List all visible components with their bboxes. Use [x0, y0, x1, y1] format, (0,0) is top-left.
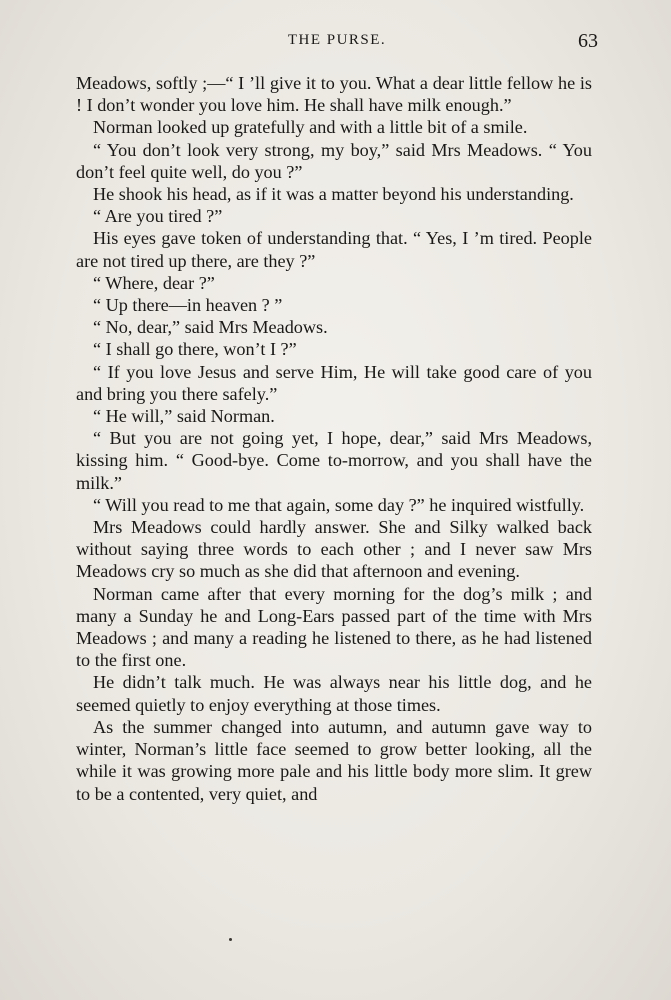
paragraph: “ He will,” said Norman.: [93, 406, 275, 427]
paragraph: His eyes gave token of understanding that. “ Yes, I ’m tired. People are not tired up there, are they ?”: [76, 228, 592, 271]
paragraph: Norman came after that every morning for the dog’s milk ; and many a Sunday he and Long-Ears passed part of the time with Mrs Meadows ; and many a reading he listened to there, as he had listened to the first one.: [76, 583, 592, 671]
paragraph: “ Where, dear ?”: [93, 272, 215, 293]
ink-speck: [229, 938, 232, 941]
page-number: 63: [578, 30, 598, 52]
paragraph: “ I shall go there, won’t I ?”: [93, 339, 297, 360]
paragraph: He shook his head, as if it was a matter beyond his understanding.: [93, 184, 574, 205]
paragraph: “ Are you tired ?”: [93, 206, 223, 227]
paragraph: Mrs Meadows could hardly answer. She and Silky walked back without saying three words to each other ; and I never saw Mrs Meadows cry so much as she did that afternoon and evening.: [76, 517, 592, 582]
paragraph: “ If you love Jesus and serve Him, He will take good care of you and bring you there safely.”: [76, 361, 592, 404]
paragraph: Norman looked up gratefully and with a little bit of a smile.: [93, 117, 528, 138]
paragraph: He didn’t talk much. He was always near his little dog, and he seemed quietly to enjoy everything at those times.: [76, 672, 592, 715]
paragraph: “ Will you read to me that again, some day ?” he inquired wistfully.: [93, 494, 585, 515]
paragraph: “ But you are not going yet, I hope, dear,” said Mrs Meadows, kissing him. “ Good-bye. Come to-morrow, and you shall have the milk.”: [76, 428, 592, 493]
running-title: THE PURSE.: [287, 32, 387, 48]
page-header: [76, 30, 598, 52]
paragraph: Meadows, softly ;—“ I ’ll give it to you. What a dear little fellow he is ! I don’t wonder you love him. He shall have milk enough.”: [76, 73, 592, 116]
paragraph: “ You don’t look very strong, my boy,” said Mrs Meadows. “ You don’t feel quite well, do you ?”: [76, 139, 592, 182]
paragraph: “ Up there—in heaven ? ”: [93, 295, 283, 316]
paragraph: “ No, dear,” said Mrs Meadows.: [93, 317, 328, 338]
paragraph: As the summer changed into autumn, and autumn gave way to winter, Norman’s little face seemed to grow better looking, all the while it was growing more pale and his little body more slim. It grew to be a contented, very quiet, and: [76, 716, 592, 804]
body-text: [76, 72, 592, 805]
